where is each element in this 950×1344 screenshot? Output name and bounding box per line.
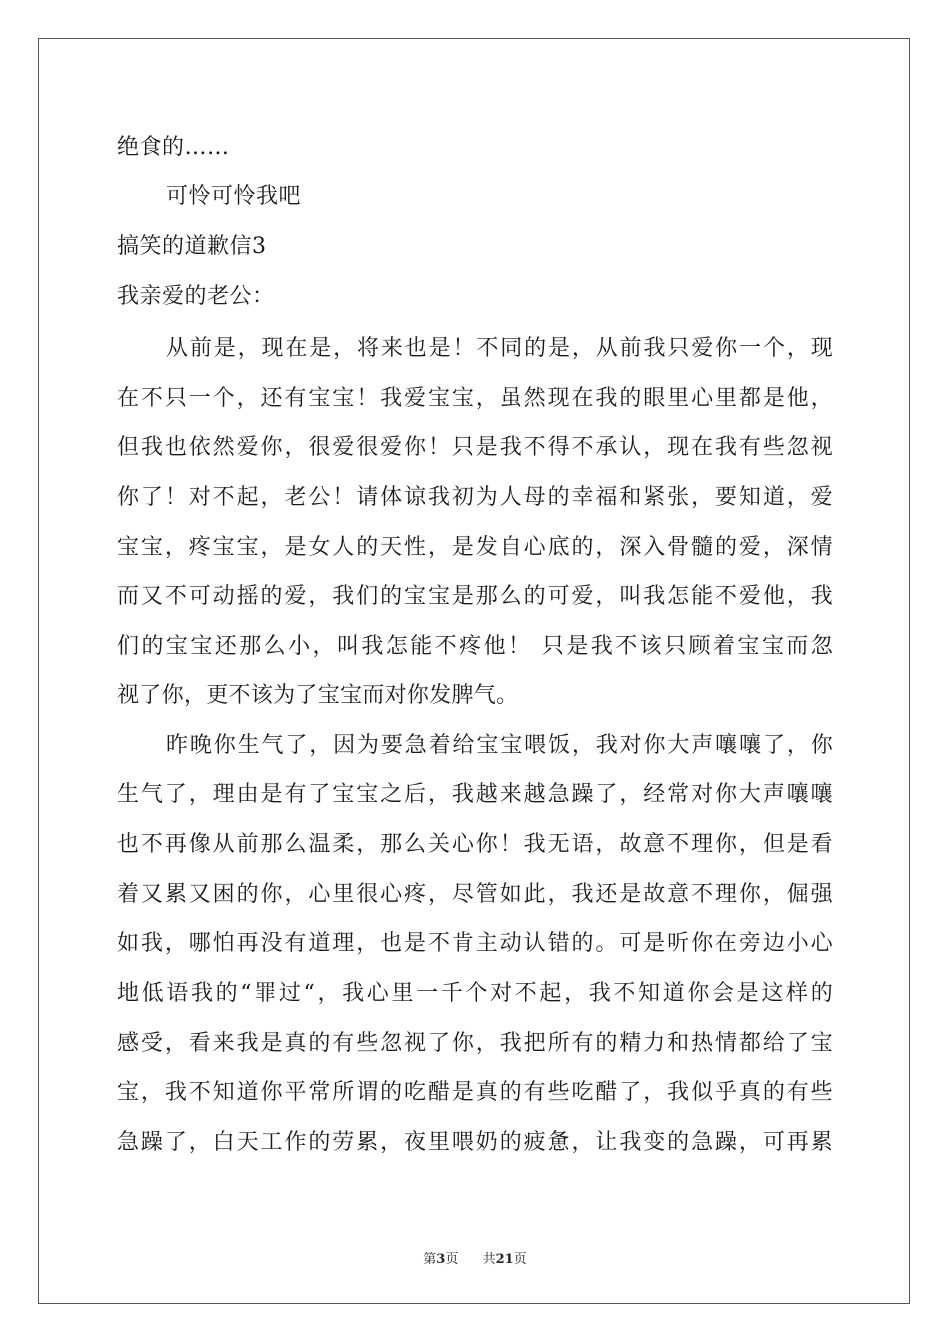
- letter-salutation: 我亲爱的老公：: [117, 284, 275, 309]
- page-border: [38, 38, 910, 1304]
- page-prefix: 第: [423, 1252, 437, 1267]
- paragraph-line: 在不只一个，还有宝宝！我爱宝宝，虽然现在我的眼里心里都是他，: [117, 386, 833, 411]
- paragraph-line: 着又累又困的你，心里很心疼，尽管如此，我还是故意不理你，倔强: [117, 882, 833, 907]
- total-pages: 21: [495, 1252, 514, 1267]
- page-number-label: [423, 1251, 458, 1269]
- paragraph-line: 如我，哪怕再没有道理，也是不肯主动认错的。可是听你在旁边小心: [117, 931, 833, 956]
- page-number: 3: [436, 1252, 446, 1267]
- paragraph-line: 也不再像从前那么温柔，那么关心你！我无语，故意不理你，但是看: [117, 832, 833, 857]
- paragraph-line: 昨晚你生气了，因为要急着给宝宝喂饭，我对你大声嚷嚷了，你: [166, 733, 833, 758]
- paragraph-line: 视了你，更不该为了宝宝而对你发脾气。: [117, 683, 519, 708]
- paragraph-line: 从前是，现在是，将来也是！不同的是，从前我只爱你一个，现: [166, 336, 833, 361]
- paragraph-line: 而又不可动摇的爱，我们的宝宝是那么的可爱，叫我怎能不爱他，我: [117, 584, 833, 609]
- paragraph-line: 地低语我的“罪过“，我心里一千个对不起，我不知道你会是这样的: [117, 981, 833, 1006]
- paragraph-line: 生气了，理由是有了宝宝之后，我越来越急躁了，经常对你大声嚷嚷: [117, 782, 833, 807]
- paragraph-line: 急躁了，白天工作的劳累，夜里喂奶的疲惫，让我变的急躁，可再累: [117, 1130, 833, 1155]
- text-line: 可怜可怜我吧: [166, 184, 302, 209]
- paragraph-line: 们的宝宝还那么小，叫我怎能不疼他！ 只是我不该只顾着宝宝而忽: [117, 634, 833, 659]
- paragraph-line: 宝宝，疼宝宝，是女人的天性，是发自心底的，深入骨髓的爱，深情: [117, 535, 833, 560]
- page-footer: [0, 1251, 950, 1269]
- paragraph-line: 你了！对不起，老公！请体谅我初为人母的幸福和紧张，要知道，爱: [117, 485, 833, 510]
- paragraph-line: 但我也依然爱你，很爱很爱你！只是我不得不承认，现在我有些忽视: [117, 435, 833, 460]
- paragraph-line: 感受，看来我是真的有些忽视了你，我把所有的精力和热情都给了宝: [117, 1031, 833, 1056]
- total-prefix: 共: [482, 1252, 496, 1267]
- text-line: 绝食的……: [117, 135, 230, 160]
- total-pages-label: [483, 1251, 527, 1269]
- letter-title: 搞笑的道歉信3: [117, 234, 267, 259]
- total-suffix: 页: [513, 1252, 527, 1267]
- page-suffix: 页: [445, 1252, 459, 1267]
- paragraph-line: 宝，我不知道你平常所谓的吃醋是真的有些吃醋了，我似乎真的有些: [117, 1080, 833, 1105]
